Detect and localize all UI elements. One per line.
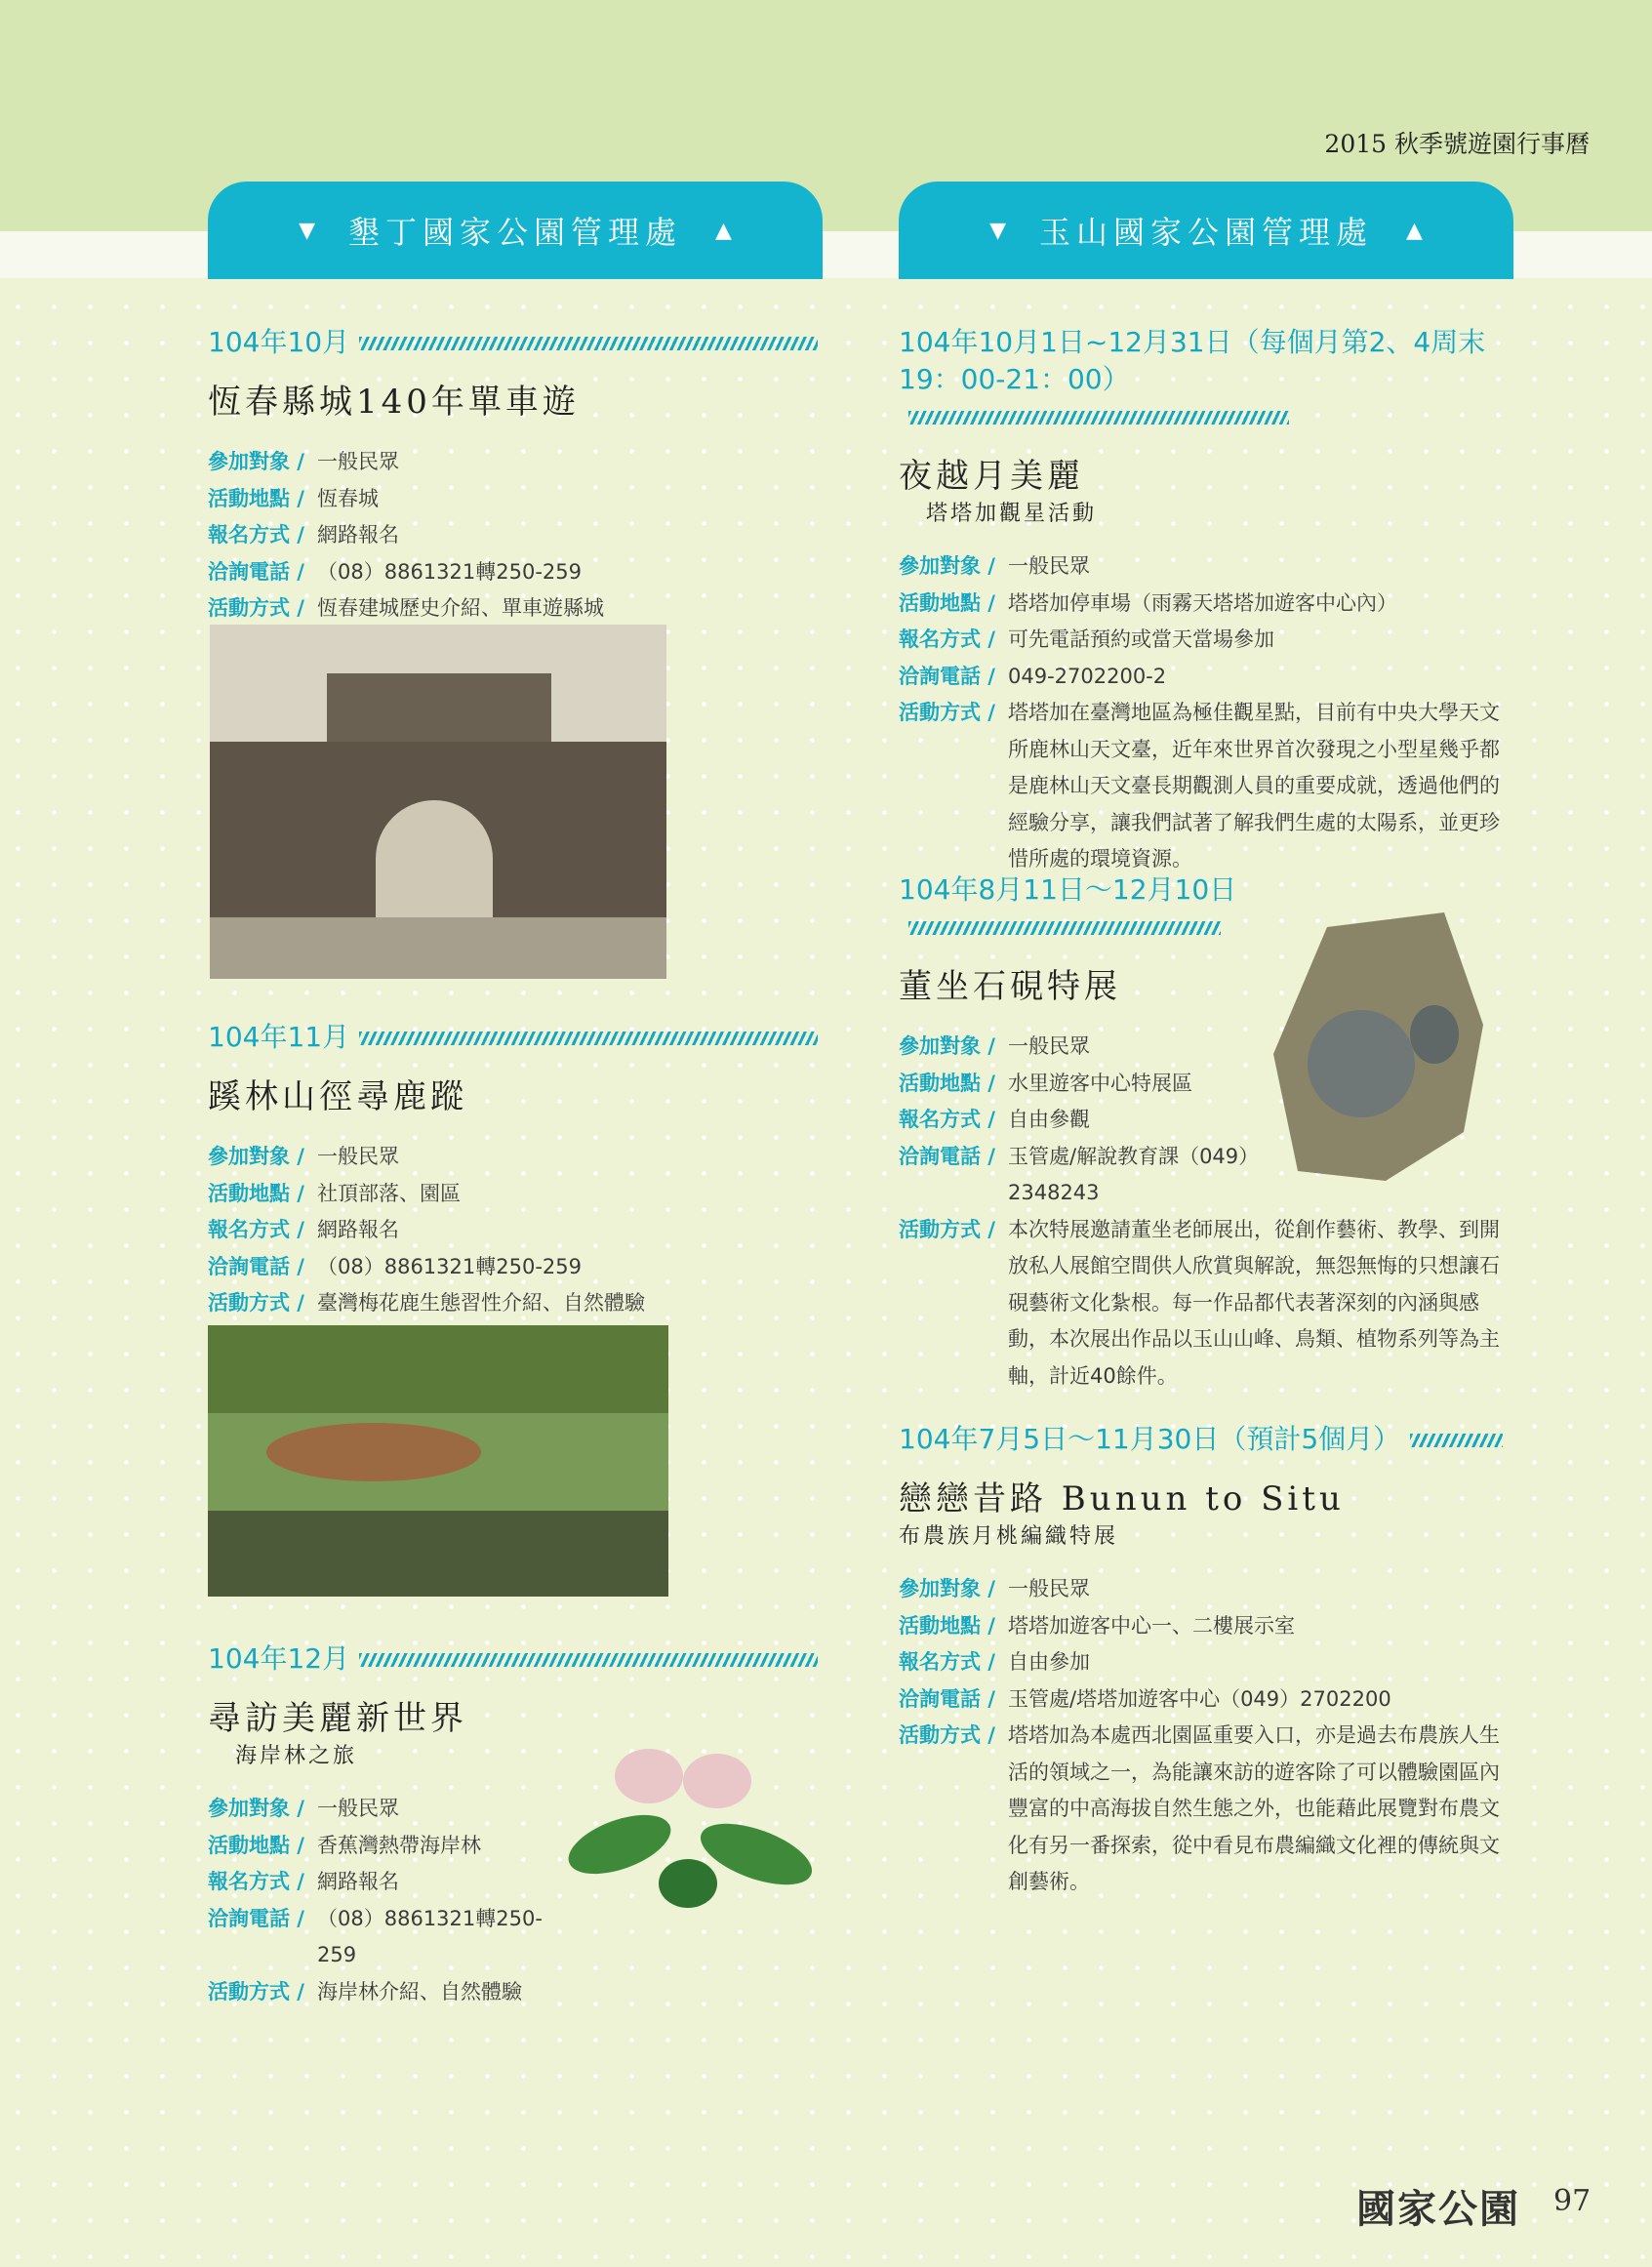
field-label: 參加對象 /	[899, 554, 995, 578]
field-row	[208, 1212, 823, 1249]
hatch-divider	[908, 411, 1289, 425]
field-value: （08）8861321轉250-259	[317, 1906, 543, 1966]
event-title: 董坐石硯特展	[899, 967, 1121, 1006]
field-label: 報名方式 /	[208, 1218, 304, 1241]
field-value: （08）8861321轉250-259	[317, 1254, 582, 1278]
field-label: 洽詢電話 /	[208, 1254, 304, 1278]
field-label: 參加對象 /	[899, 1034, 995, 1058]
event-fields	[899, 548, 1513, 878]
hatch-divider	[908, 921, 1221, 935]
event-date: 104年10月	[208, 324, 823, 361]
field-row	[208, 1791, 579, 1828]
event-stargazing	[899, 324, 1513, 878]
field-row	[899, 548, 1513, 586]
event-date: 104年12月	[208, 1640, 823, 1678]
field-row	[899, 1718, 1513, 1901]
flower-illustration	[561, 1727, 825, 1913]
field-label: 洽詢電話 /	[899, 664, 995, 688]
event-date: 104年10月1日~12月31日（每個月第2、4周末19：00-21：00）	[899, 324, 1513, 435]
hatch-divider	[359, 1653, 818, 1667]
event-title: 戀戀昔路 Bunun to Situ	[899, 1479, 1345, 1518]
field-row	[208, 1901, 579, 1974]
field-value: 一般民眾	[1008, 1034, 1090, 1058]
field-value: 香蕉灣熱帶海岸林	[317, 1833, 481, 1857]
field-row	[208, 1249, 823, 1286]
field-value: 一般民眾	[317, 1145, 399, 1168]
triangle-up-icon: ▲	[1406, 218, 1423, 243]
field-row	[899, 1139, 1255, 1212]
field-value: 一般民眾	[1008, 554, 1090, 578]
field-value: 恆春建城歷史介紹、單車遊縣城	[317, 596, 604, 620]
field-row	[899, 622, 1513, 659]
event-title: 恆春縣城140年單車遊	[208, 383, 580, 422]
field-value: 恆春城	[317, 486, 379, 510]
event-bunun-weaving	[899, 1421, 1513, 1901]
field-value: 網路報名	[317, 523, 399, 547]
field-row	[208, 1864, 579, 1901]
field-row	[208, 517, 823, 554]
field-label: 活動方式 /	[208, 1291, 304, 1315]
event-title: 蹊林山徑尋鹿蹤	[208, 1077, 467, 1116]
field-label: 報名方式 /	[208, 523, 304, 547]
field-label: 洽詢電話 /	[899, 1144, 995, 1168]
field-value: 一般民眾	[317, 1797, 399, 1820]
field-label: 活動方式 /	[899, 701, 995, 724]
field-label: 活動方式 /	[208, 1979, 304, 2004]
field-label: 活動地點 /	[899, 1613, 995, 1638]
field-label: 參加對象 /	[899, 1577, 995, 1600]
field-label: 活動地點 /	[208, 486, 304, 510]
field-label: 活動方式 /	[899, 1723, 995, 1747]
event-subtitle: 布農族月桃編織特展	[899, 1524, 1119, 1549]
field-row	[899, 1681, 1513, 1719]
event-title: 尋訪美麗新世界	[208, 1699, 467, 1738]
event-fields	[208, 1139, 823, 1322]
tab-label: 玉山國家公園管理處	[1038, 214, 1373, 251]
field-label: 洽詢電話 /	[208, 1906, 304, 1930]
inkstone-photo	[1269, 908, 1488, 1186]
field-row	[899, 695, 1513, 878]
event-subtitle: 塔塔加觀星活動	[926, 502, 1098, 526]
field-label: 活動地點 /	[208, 1181, 304, 1205]
event-hengchun	[208, 324, 823, 627]
field-row	[208, 1828, 579, 1865]
field-value: 一般民眾	[1008, 1577, 1090, 1600]
field-row	[899, 1029, 1255, 1066]
national-park-logo: 國家公園	[1356, 2186, 1520, 2232]
field-row	[899, 659, 1513, 696]
field-value: 可先電話預約或當天當場參加	[1008, 627, 1274, 651]
field-label: 活動地點 /	[208, 1833, 304, 1857]
hatch-divider	[1410, 1434, 1503, 1447]
event-title: 夜越月美麗	[899, 457, 1084, 496]
field-row	[208, 444, 823, 481]
field-label: 洽詢電話 /	[208, 559, 304, 584]
field-value: 塔塔加在臺灣地區為極佳觀星點，目前有中央大學天文所鹿林山天文臺，近年來世界首次發現之小型星幾乎都是鹿林山天文臺長期觀測人員的重要成就，透過他們的經驗分享，讓我們試著了解我們生處的太陽系，並更珍惜所處的環境資源。	[1008, 701, 1500, 870]
field-value: 塔塔加遊客中心一、二樓展示室	[1008, 1613, 1295, 1638]
field-value: 塔塔加為本處西北園區重要入口，亦是過去布農族人生活的領域之一，為能讓來訪的遊客除了可以體驗園區內豐富的中高海拔自然生態之外，也能藉此展覽對布農文化有另一番探索，從中看見布農編織文化裡的傳統與文創藝術。	[1008, 1723, 1500, 1893]
field-row	[208, 1139, 823, 1176]
field-label: 報名方式 /	[899, 1650, 995, 1674]
field-value: 海岸林介紹、自然體驗	[317, 1979, 522, 2004]
field-row	[208, 1176, 823, 1213]
field-label: 活動方式 /	[899, 1217, 995, 1241]
field-value: 自由參加	[1008, 1650, 1090, 1674]
field-label: 參加對象 /	[208, 1797, 304, 1820]
field-value: 玉管處/解說教育課（049）2348243	[1008, 1144, 1249, 1204]
field-row	[899, 1644, 1513, 1681]
field-row	[208, 481, 823, 518]
field-value: 自由參觀	[1008, 1108, 1090, 1131]
hatch-divider	[359, 1032, 818, 1045]
field-value: （08）8861321轉250-259	[317, 559, 582, 584]
field-value: 049-2702200-2	[1008, 664, 1167, 688]
field-label: 活動方式 /	[208, 596, 304, 620]
triangle-down-icon: ▼	[989, 218, 1006, 243]
event-date: 104年11月	[208, 1019, 823, 1056]
field-value: 本次特展邀請董坐老師展出，從創作藝術、教學、到開放私人展館空間供人欣賞與解說，無怨無悔的只想讓石硯藝術文化紮根。每一作品都代表著深刻的內涵與感動，本次展出作品以玉山山峰、鳥類、植物系列等為主軸，計近40餘件。	[1008, 1217, 1500, 1388]
event-fields	[208, 1791, 579, 2010]
event-fields	[208, 444, 823, 627]
field-row	[899, 586, 1513, 623]
field-value: 網路報名	[317, 1218, 399, 1241]
deer-photo	[208, 1325, 668, 1597]
field-row	[208, 590, 823, 627]
field-label: 洽詢電話 /	[899, 1686, 995, 1711]
field-value: 玉管處/塔塔加遊客中心（049）2702200	[1008, 1686, 1391, 1711]
page-number: 97	[1553, 2184, 1592, 2218]
field-row	[899, 1571, 1513, 1608]
field-label: 參加對象 /	[208, 450, 304, 473]
field-row	[899, 1102, 1255, 1139]
field-value: 網路報名	[317, 1870, 399, 1893]
issue-title: 2015 秋季號遊園行事曆	[1324, 130, 1590, 158]
triangle-up-icon: ▲	[715, 218, 732, 243]
field-value: 社頂部落、園區	[317, 1181, 461, 1205]
event-date: 104年7月5日～11月30日（預計5個月）	[899, 1421, 1513, 1458]
event-deer	[208, 1019, 823, 1322]
field-row	[208, 1974, 579, 2011]
field-label: 活動地點 /	[899, 1071, 995, 1095]
field-value: 一般民眾	[317, 450, 399, 473]
tab-yushan	[899, 182, 1513, 279]
field-row	[208, 1285, 823, 1322]
field-label: 報名方式 /	[208, 1870, 304, 1893]
field-label: 報名方式 /	[899, 627, 995, 651]
field-value: 塔塔加停車場（雨霧天塔塔加遊客中心內）	[1008, 590, 1397, 615]
tab-kenting	[208, 182, 823, 279]
event-fields	[899, 1571, 1513, 1901]
field-label: 報名方式 /	[899, 1108, 995, 1131]
field-value: 水里遊客中心特展區	[1008, 1071, 1192, 1095]
field-label: 參加對象 /	[208, 1145, 304, 1168]
tab-label: 墾丁國家公園管理處	[347, 214, 682, 251]
event-subtitle: 海岸林之旅	[235, 1744, 358, 1768]
field-row	[899, 1066, 1255, 1103]
triangle-down-icon: ▼	[299, 218, 315, 243]
field-row	[899, 1608, 1513, 1645]
event-date: 104年8月11日～12月10日	[899, 871, 1269, 946]
hengchun-gate-photo	[210, 625, 666, 979]
field-row	[899, 1212, 1513, 1396]
field-label: 活動地點 /	[899, 590, 995, 615]
field-value: 臺灣梅花鹿生態習性介紹、自然體驗	[317, 1291, 645, 1315]
field-row	[208, 554, 823, 591]
hatch-divider	[359, 337, 818, 350]
